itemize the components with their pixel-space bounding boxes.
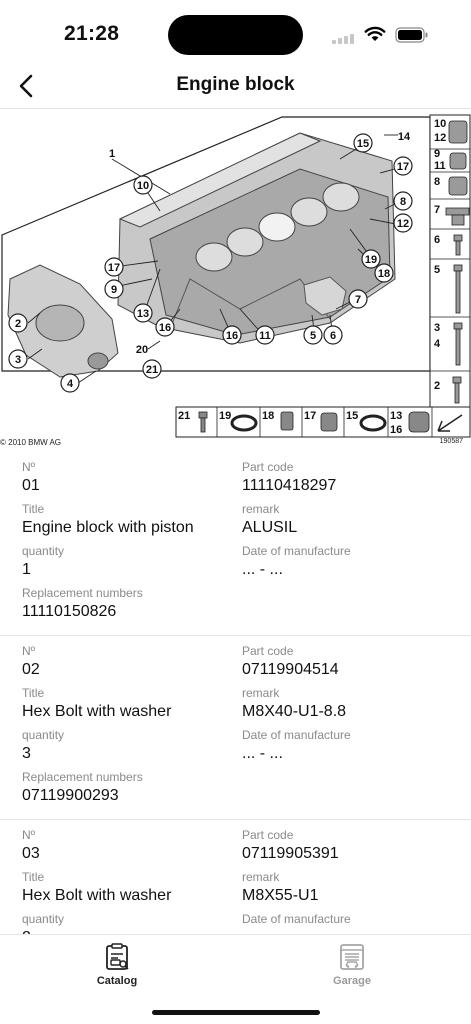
catalog-icon — [104, 943, 130, 971]
svg-text:18: 18 — [262, 410, 275, 422]
svg-text:18: 18 — [377, 268, 391, 280]
diagram-callout-1[interactable] — [109, 148, 115, 160]
svg-text:5: 5 — [434, 264, 441, 276]
parts-diagram[interactable] — [0, 108, 471, 450]
svg-text:9: 9 — [434, 148, 441, 160]
part-date-label: Date of manufacture — [242, 544, 351, 558]
garage-icon — [339, 943, 365, 971]
diagram-callout-14[interactable] — [398, 131, 411, 143]
diagram-callout-15[interactable] — [354, 134, 372, 152]
part-quantity-value: 3 — [22, 745, 31, 762]
diagram-copyright: © 2010 BMW AG — [0, 438, 62, 447]
navigation-bar — [0, 64, 471, 108]
part-title-value: Engine block with piston — [22, 519, 194, 536]
tab-garage-label: Garage — [333, 975, 371, 987]
diagram-callout-13[interactable] — [134, 304, 152, 322]
part-number-value: 01 — [22, 477, 40, 494]
part-replacement-value[interactable]: 11110150826 — [22, 603, 117, 620]
part-card[interactable] — [0, 636, 471, 820]
part-replacement-label: Replacement numbers — [22, 770, 143, 784]
svg-text:2: 2 — [14, 318, 22, 330]
svg-text:15: 15 — [356, 138, 370, 150]
part-number-label: Nº — [22, 644, 36, 658]
svg-text:6: 6 — [434, 234, 441, 246]
part-remark-label: remark — [242, 870, 280, 884]
part-number-field — [22, 828, 237, 864]
part-quantity-value: 1 — [22, 561, 31, 578]
diagram-callout-8[interactable] — [394, 192, 412, 210]
part-remark-field — [242, 686, 457, 722]
svg-text:19: 19 — [219, 410, 232, 422]
dynamic-island — [168, 15, 303, 55]
home-indicator — [152, 1010, 320, 1015]
part-title-label: Title — [22, 686, 45, 700]
part-code-field — [242, 644, 457, 680]
part-number-field — [22, 460, 237, 496]
svg-text:10: 10 — [136, 180, 150, 192]
cellular-signal-icon — [332, 34, 358, 44]
part-code-label: Part code — [242, 828, 294, 842]
diagram-callout-4[interactable] — [61, 374, 79, 392]
status-bar — [0, 0, 471, 66]
part-title-label: Title — [22, 870, 45, 884]
diagram-callout-18[interactable] — [375, 264, 393, 282]
parts-list[interactable] — [0, 452, 471, 934]
diagram-callout-5[interactable] — [304, 326, 322, 344]
part-quantity-label: quantity — [22, 728, 65, 742]
part-title-field — [22, 870, 237, 906]
diagram-callout-11[interactable] — [256, 326, 274, 344]
part-date-field — [242, 728, 457, 764]
svg-text:9: 9 — [110, 284, 118, 296]
diagram-callout-12[interactable] — [394, 214, 412, 232]
diagram-callout-16[interactable] — [223, 326, 241, 344]
part-code-label: Part code — [242, 460, 294, 474]
diagram-id: 190587 — [439, 438, 463, 445]
part-number-field — [22, 644, 237, 680]
svg-text:3: 3 — [434, 322, 441, 334]
part-date-field — [242, 912, 457, 928]
svg-text:7: 7 — [434, 204, 441, 216]
diagram-callout-6[interactable] — [324, 326, 342, 344]
part-date-value: ... - ... — [242, 561, 283, 578]
page-title: Engine block — [176, 74, 295, 95]
svg-text:12: 12 — [396, 218, 410, 230]
svg-text:1: 1 — [108, 148, 116, 160]
status-time: 21:28 — [64, 22, 120, 45]
svg-text:15: 15 — [346, 410, 359, 422]
diagram-callout-9[interactable] — [105, 280, 123, 298]
svg-text:17: 17 — [304, 410, 317, 422]
svg-text:10: 10 — [434, 118, 447, 130]
part-replacement-label: Replacement numbers — [22, 586, 143, 600]
svg-text:5: 5 — [309, 330, 317, 342]
part-remark-value: ALUSIL — [242, 519, 298, 536]
svg-text:4: 4 — [434, 338, 441, 350]
tab-catalog[interactable] — [57, 943, 177, 987]
svg-text:11: 11 — [259, 330, 271, 342]
diagram-callout-16[interactable] — [156, 318, 174, 336]
part-remark-field — [242, 502, 457, 538]
part-remark-label: remark — [242, 686, 280, 700]
tab-catalog-label: Catalog — [96, 975, 138, 987]
part-remark-value: M8X55-U1 — [242, 887, 319, 904]
svg-text:13: 13 — [136, 308, 150, 320]
part-replacement-field — [22, 586, 237, 622]
svg-text:12: 12 — [434, 132, 447, 144]
battery-icon — [395, 27, 429, 43]
part-code-field — [242, 460, 457, 496]
part-date-field — [242, 544, 457, 580]
part-code-field — [242, 828, 457, 864]
part-title-field — [22, 686, 237, 722]
part-number-label: Nº — [22, 460, 36, 474]
part-number-value: 02 — [22, 661, 40, 678]
part-quantity-label: quantity — [22, 544, 65, 558]
part-remark-label: remark — [242, 502, 280, 516]
part-title-label: Title — [22, 502, 45, 516]
svg-text:6: 6 — [329, 330, 337, 342]
diagram-callout-2[interactable] — [9, 314, 27, 332]
svg-text:17: 17 — [107, 262, 121, 274]
diagram-callout-7[interactable] — [349, 290, 367, 308]
svg-text:13: 13 — [390, 410, 403, 422]
diagram-callout-20[interactable] — [136, 344, 148, 356]
part-remark-field — [242, 870, 457, 906]
part-number-value: 03 — [22, 845, 40, 862]
diagram-callout-3[interactable] — [9, 350, 27, 368]
part-code-label: Part code — [242, 644, 294, 658]
part-title-field — [22, 502, 237, 538]
part-code-value[interactable]: 07119905391 — [242, 845, 339, 862]
svg-text:17: 17 — [396, 161, 410, 173]
exploded-view-diagram — [0, 109, 471, 451]
tab-garage[interactable] — [292, 943, 412, 987]
part-date-value: ... - ... — [242, 745, 283, 762]
diagram-callout-19[interactable] — [362, 250, 380, 268]
part-title-value: Hex Bolt with washer — [22, 703, 172, 720]
svg-text:3: 3 — [14, 354, 22, 366]
part-quantity-field — [22, 544, 237, 580]
svg-text:14: 14 — [397, 131, 411, 143]
svg-text:19: 19 — [364, 254, 378, 266]
part-title-value: Hex Bolt with washer — [22, 887, 172, 904]
svg-text:8: 8 — [399, 196, 407, 208]
part-number-label: Nº — [22, 828, 36, 842]
svg-text:16: 16 — [225, 330, 239, 342]
svg-text:20: 20 — [135, 344, 149, 356]
svg-text:7: 7 — [354, 294, 362, 306]
part-quantity-label: quantity — [22, 912, 65, 926]
part-code-value[interactable]: 11110418297 — [242, 477, 337, 494]
svg-text:21: 21 — [178, 410, 191, 422]
part-remark-value: M8X40-U1-8.8 — [242, 703, 347, 720]
svg-text:16: 16 — [390, 424, 403, 436]
svg-text:2: 2 — [434, 380, 441, 392]
diagram-callout-17[interactable] — [105, 258, 123, 276]
part-replacement-value[interactable]: 07119900293 — [22, 787, 119, 804]
wifi-icon — [364, 25, 386, 43]
svg-text:21: 21 — [145, 364, 159, 376]
part-replacement-field — [22, 770, 237, 806]
svg-text:11: 11 — [434, 160, 446, 172]
svg-text:8: 8 — [434, 176, 441, 188]
svg-text:16: 16 — [158, 322, 172, 334]
svg-text:4: 4 — [66, 378, 74, 390]
part-quantity-field — [22, 728, 237, 764]
part-code-value[interactable]: 07119904514 — [242, 661, 339, 678]
diagram-callout-17[interactable] — [394, 157, 412, 175]
diagram-callout-10[interactable] — [134, 176, 152, 194]
part-card[interactable] — [0, 452, 471, 636]
part-date-label: Date of manufacture — [242, 912, 351, 926]
part-date-label: Date of manufacture — [242, 728, 351, 742]
diagram-callout-21[interactable] — [143, 360, 161, 378]
